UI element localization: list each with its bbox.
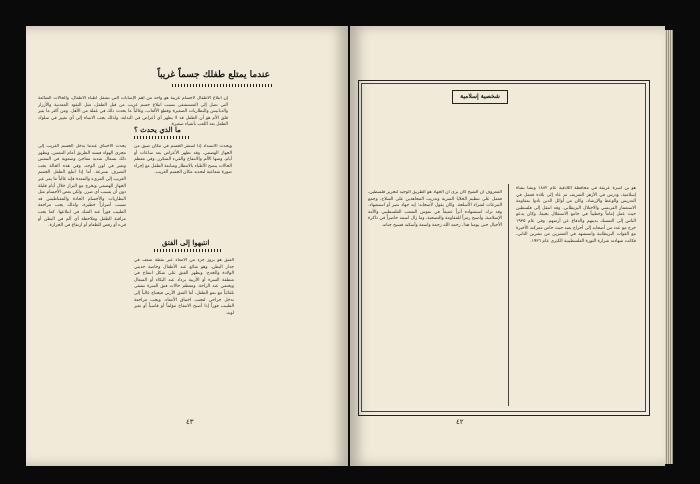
column-left-text: المعروف أن الشيخ كان يرى أن الجهاد هو الطريق الوحيد لتحرير فلسطين، فعمل على تنظيم الخلايا السرية وتدريب المجاهدين على السلاح، وجمع التبرعات لشراء الأسلحة. وكان يقول لأصحابه: إنه جهاد نصر أو استشهاد. وقد ترك استشهاده أثراً عميقاً في نفوس الشعب الفلسطيني والأمة الإسلامية، وأصبح رمزاً للمقاومة والتضحية، وما زال اسمه حاضراً في ذاكرة الأجيال حتى يومنا هذا، رحمه الله رحمة واسعة وأسكنه فسيح جناته.: [368, 190, 502, 228]
page-number-left: ٤٣: [186, 418, 194, 426]
section-title: شخصية إسلامية: [452, 90, 508, 104]
left-page: [26, 26, 348, 466]
subheading-dots: [154, 249, 222, 252]
column-left-text: يحدث الاختناق عندما يدخل الجسم الغريب إلى مجرى الهواء فيسد الطريق أمام التنفس، ويظهر ذلك بسعال شديد مفاجئ وصعوبة في التنفس وتغير في لون الوجه، وفي هذه الحالة يجب التصرف بسرعة. أما إذا ابتلع الطفل الجسم الغريب إلى المريء والمعدة فإنه غالباً ما يمر عبر الجهاز الهضمي ويخرج مع البراز خلال أيام قليلة دون أن يسبب أي ضرر. ولكن بعض الأجسام مثل البطاريات والأجسام الحادة والمغناطيس قد تسبب أضراراً خطيرة، ولذلك يجب مراجعة الطبيب فوراً عند الشك في ابتلاعها. كما يجب مراقبة الطفل وملاحظة أي ألم في البطن أو قيء أو رفض للطعام أو ارتفاع في الحرارة.: [38, 144, 126, 229]
right-page: [350, 26, 665, 466]
article-title: عندما يمتلع طفلك جسماً غريباً: [157, 70, 270, 80]
subheading-dots: [134, 136, 190, 139]
page-number-right: ٤٢: [456, 418, 464, 426]
intro-paragraph: إن ابتلاع الأطفال لأجسام غريبة هو واحد من أهم الإصابات التي تشغل أطباء الأطفال، والحالات الشائعة التي تصل إلى المستشفى بسبب ابتلاع جسم غريب من قبل الطفل، مثل النقود المعدنية والأزرار والدبابيس والبطاريات الصغيرة وقطع الألعاب، وغالباً ما يحدث ذلك في غفلة من الأهل. ومن أكثر ما يثير قلق الأم هو أن الطفل قد لا يظهر أي أعراض في البداية، ولذلك يجب الانتباه إلى أي تغيير في سلوك الطفل بعد اللعب بأشياء صغيرة.: [38, 96, 228, 128]
title-underline-dots: [172, 84, 272, 87]
hernia-text: الفتق هو بروز جزء من الأمعاء عبر نقطة ضعف في جدار البطن، وهو شائع عند الأطفال وخاصة حديثي الولادة والخدج. ويظهر الفتق على شكل انتفاخ في منطقة السرة أو الأربية يزداد عند البكاء أو السعال ويختفي عند الراحة. ومعظم حالات فتق السرة تشفى تلقائياً مع نمو الطفل، أما الفتق الأربي فيحتاج غالباً إلى تدخل جراحي لتجنب اختناق الأمعاء. ويجب مراجعة الطبيب فوراً إذا أصبح الانتفاخ مؤلماً أو قاسياً أو تغير لونه.: [134, 258, 234, 316]
column-right-text: ويحدث الانسداد إذا استقر الجسم في مكان ضيق من الجهاز الهضمي، وقد تظهر الأعراض بعد ساعات أو أيام، ومنها الألم والانتفاخ والقيء المتكرر. وفي معظم الحالات ينصح الأطباء بالانتظار ومتابعة الطفل مع إجراء صورة شعاعية لتحديد مكان الجسم الغريب.: [134, 144, 232, 176]
column-right-text: هو بن أسرة عريقة في محافظة اللاذقية عام ١٨٨٢ ونشأ نشأة إسلامية، ودرس في الأزهر الشريف ثم عاد إلى بلاده فعمل في التدريس والوعظ والإرشاد، وكان من أوائل الذين نادوا بمقاومة الاستعمار الفرنسي والاحتلال البريطاني. وقد انتقل إلى فلسطين حيث عمل إماماً وخطيباً في جامع الاستقلال بحيفا، وكان يدعو الناس إلى التمسك بدينهم والدفاع عن أرضهم. وفي عام ١٩٣٥ خرج مع عدد من أصحابه إلى أحراج يعبد حيث خاض معركته الأخيرة مع القوات البريطانية واستشهد في العشرين من تشرين الثاني، فكانت شهادته شرارة الثورة الفلسطينية الكبرى عام ١٩٣٦.: [516, 186, 636, 244]
subheading-hernia: انتبهوا إلى الفتق: [162, 238, 210, 247]
page-stack-edge: [665, 30, 673, 464]
column-divider: [508, 184, 509, 406]
subheading-what-happens: ما الذي يحدث ؟: [134, 125, 181, 134]
